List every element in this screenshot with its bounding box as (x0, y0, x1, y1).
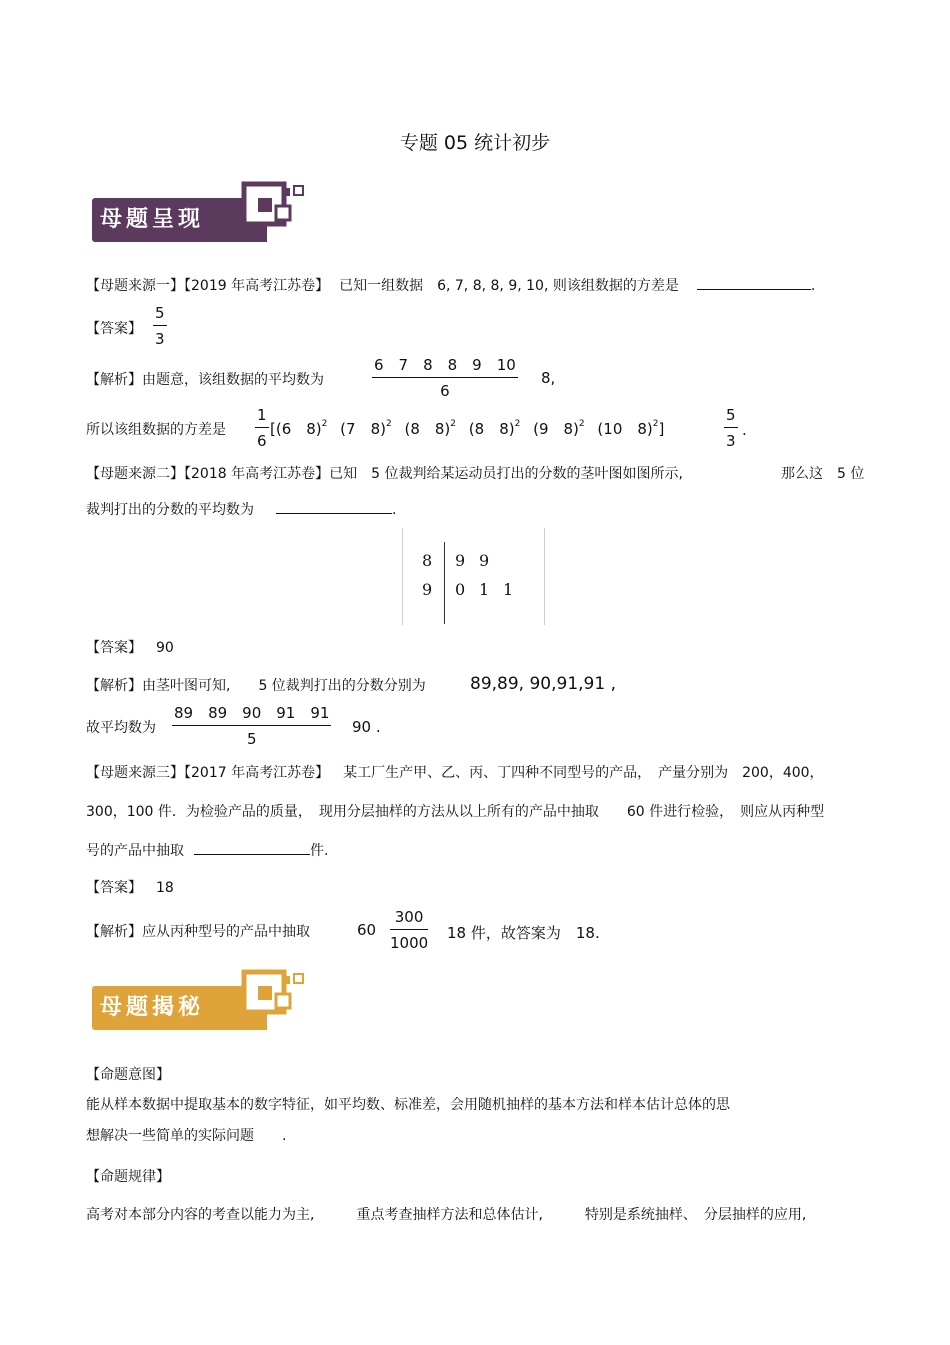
law-label: 【命题规律】 (86, 1169, 170, 1185)
intent-line2: 想解决一些简单的实际问题 . (86, 1128, 287, 1144)
q2-mean-text: 故平均数为 (86, 720, 156, 736)
q2-question-line2: 裁判打出的分数的平均数为 . (86, 502, 397, 518)
q1-mean-fraction: $\frac{6 7 8 8 9 10}{6}$ (374, 356, 516, 400)
q2-mean-fraction: $\frac{89 89 90 91 91}{5}$ (174, 704, 330, 748)
q2-scores: 89,89, 90,91,91 , (470, 674, 616, 694)
q2-analysis: 【解析】由茎叶图可知, 5 位裁判打出的分数分别为 (86, 678, 426, 694)
q2-mean-result: 90 . (352, 718, 381, 736)
page-title: 专题 05 统计初步 (399, 132, 551, 154)
intent-line1: 能从样本数据中提取基本的数字特征，如平均数、标准差，会用随机抽样的基本方法和样本估计总体的思 (86, 1097, 730, 1113)
q3-analysis: 【解析】应从丙种型号的产品中抽取 (86, 924, 310, 940)
leaf-value: 1 (503, 580, 514, 599)
banner-label: 母题揭秘 (92, 986, 267, 1030)
stem-value: 8 (422, 551, 433, 570)
q1-variance-text: 所以该组数据的方差是 (86, 422, 226, 438)
q1-variance-result: $\frac{5}{3}$ (726, 406, 736, 450)
q3-calc-pre: 60 (357, 921, 377, 939)
q3-calc-fraction: $\frac{300}{1000}$ (390, 908, 429, 952)
q2-answer: 【答案】 90 (86, 640, 174, 656)
intent-label: 【命题意图】 (86, 1067, 170, 1083)
q2-question-line1-end: 那么这 5 位 (781, 466, 865, 482)
q1-analysis: 【解析】由题意，该组数据的平均数为 (86, 372, 324, 388)
banner-label: 母题呈现 (92, 198, 267, 242)
leaf-value: 9 (479, 551, 490, 570)
q3-question-line2: 300，100 件．为检验产品的质量， 现用分层抽样的方法从以上所有的产品中抽取 60 件进行检验， 则应从丙种型 (86, 804, 825, 820)
stem-divider (444, 542, 445, 624)
q3-question-line1: 【母题来源三】【2017 年高考江苏卷】 某工厂生产甲、乙、丙、丁四种不同型号的产品， 产量分别为 200，400， (86, 765, 824, 781)
puzzle-logo-icon (232, 180, 307, 246)
stem-value: 9 (422, 580, 433, 599)
q3-answer: 【答案】 18 (86, 880, 174, 896)
section-banner-present (92, 180, 307, 250)
q3-calc-result: 18 件，故答案为 18. (447, 924, 600, 942)
q1-mean-result: 8, (541, 369, 556, 387)
leaf-value: 0 (455, 580, 466, 599)
q1-answer-label: 【答案】 (86, 321, 142, 337)
q1-answer-fraction: $\frac{5}{3}$ (155, 304, 165, 348)
q3-question-line3: 号的产品中抽取 件. (86, 843, 329, 859)
q2-question-line1: 【母题来源二】【2018 年高考江苏卷】已知 5 位裁判给某运动员打出的分数的茎叶图如图所示, (86, 466, 683, 482)
stem-leaf-plot (402, 528, 545, 625)
leaf-value: 1 (479, 580, 490, 599)
q1-variance-coef: $\frac{1}{6}$ (257, 406, 267, 450)
q1-question: 【母题来源一】【2019 年高考江苏卷】 已知一组数据 6, 7, 8, 8, 9, 10, 则该组数据的方差是 . (86, 278, 816, 294)
leaf-value: 9 (455, 551, 466, 570)
answer-blank (697, 277, 811, 290)
answer-blank (276, 501, 392, 514)
puzzle-logo-icon (232, 968, 307, 1034)
q1-variance-expression: [(6 8)$^2$ (7 8)$^2$ (8 8)$^2$ (8 8)$^2$ (9 8)$^2$ (10 8)$^2$] (270, 419, 665, 438)
law-line1: 高考对本部分内容的考查以能力为主, 重点考查抽样方法和总体估计, 特别是系统抽样、 分层抽样的应用, (86, 1207, 807, 1223)
section-banner-reveal (92, 968, 307, 1038)
answer-blank (194, 842, 310, 855)
